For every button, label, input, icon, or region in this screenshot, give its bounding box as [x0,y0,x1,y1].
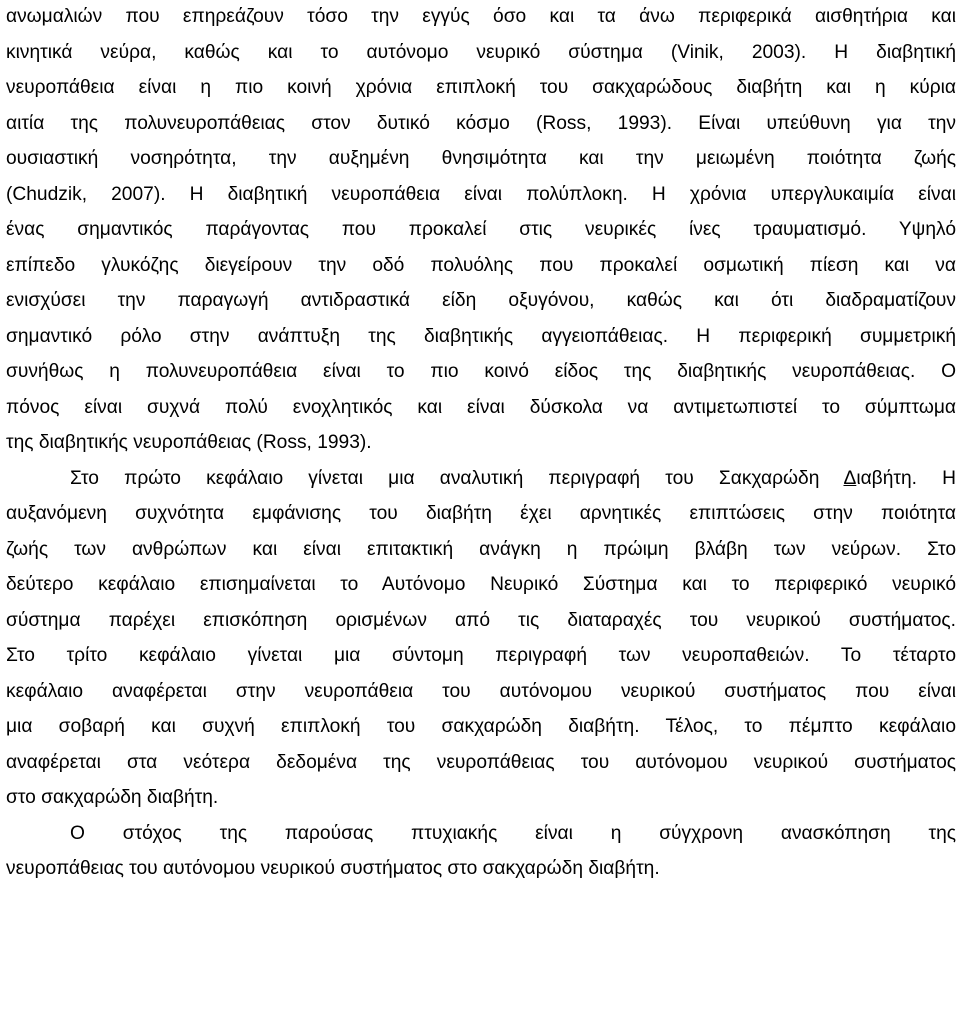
text-line: νευροπάθειας του αυτόνομου νευρικού συστήματος στο σακχαρώδη διαβήτη. [6,858,660,879]
text-line: αυξανόμενη συχνότητα εμφάνισης του διαβήτη έχει αρνητικές επιπτώσεις στην ποιότητα [6,503,956,524]
paragraph-2 [6,461,956,816]
text-segment: Στο πρώτο κεφάλαιο γίνεται μια αναλυτική περιγραφή του Σακχαρώδη [70,467,844,489]
text-line: ζωής των ανθρώπων και είναι επιτακτική ανάγκη η πρώιμη βλάβη των νεύρων. Στο [6,538,956,560]
text-line: δεύτερο κεφάλαιο επισημαίνεται το Αυτόνομο Νευρικό Σύστημα και το περιφερικό νευρικό [6,574,956,595]
text-line: σημαντικό ρόλο στην ανάπτυξη της διαβητικής αγγειοπάθειας. Η περιφερική συμμετρική [6,325,956,347]
text-line: συνήθως η πολυνευροπάθεια είναι το πιο κοινό είδος της διαβητικής νευροπάθειας. Ο [6,361,956,382]
text-line-first [6,461,956,497]
text-line: ανωμαλιών που επηρεάζουν τόσο την εγγύς όσο και τα άνω περιφερικά αισθητήρια και [6,6,956,27]
text-line: ένας σημαντικός παράγοντας που προκαλεί στις νευρικές ίνες τραυματισμό. Υψηλό [6,219,956,240]
document-page [6,0,956,887]
text-line: αναφέρεται στα νεότερα δεδομένα της νευροπάθειας του αυτόνομου νευρικού συστήματος [6,751,956,773]
text-line: νευροπάθεια είναι η πιο κοινή χρόνια επιπλοκή του σακχαρώδους διαβήτη και η κύρια [6,77,956,98]
text-segment: ιαβήτη. Η [856,467,956,489]
text-line: (Chudzik, 2007). Η διαβητική νευροπάθεια είναι πολύπλοκη. Η χρόνια υπεργλυκαιμία είναι [6,183,956,205]
paragraph-1 [6,0,956,461]
text-line: πόνος είναι συχνά πολύ ενοχλητικός και είναι δύσκολα να αντιμετωπιστεί το σύμπτωμα [6,396,956,418]
text-line: κινητικά νεύρα, καθώς και το αυτόνομο νευρικό σύστημα (Vinik, 2003). Η διαβητική [6,41,956,63]
paragraph-3 [6,816,956,887]
text-line: ουσιαστική νοσηρότητα, την αυξημένη θνησιμότητα και την μειωμένη ποιότητα ζωής [6,148,956,169]
text-line: επίπεδο γλυκόζης διεγείρουν την οδό πολυόλης που προκαλεί οσμωτική πίεση και να [6,254,956,276]
text-line: σύστημα παρέχει επισκόπηση ορισμένων από τις διαταραχές του νευρικού συστήματος. [6,609,956,631]
text-line: ενισχύσει την παραγωγή αντιδραστικά είδη οξυγόνου, καθώς και ότι διαδραματίζουν [6,290,956,311]
text-line: Στο τρίτο κεφάλαιο γίνεται μια σύντομη περιγραφή των νευροπαθειών. Το τέταρτο [6,645,956,666]
text-line: Ο στόχος της παρούσας πτυχιακής είναι η σύγχρονη ανασκόπηση της [70,822,956,844]
text-line: της διαβητικής νευροπάθειας (Ross, 1993). [6,432,372,453]
text-line: στο σακχαρώδη διαβήτη. [6,787,219,808]
text-line: αιτία της πολυνευροπάθειας στον δυτικό κόσμο (Ross, 1993). Είναι υπεύθυνη για την [6,112,956,134]
text-line: μια σοβαρή και συχνή επιπλοκή του σακχαρώδη διαβήτη. Τέλος, το πέμπτο κεφάλαιο [6,716,956,737]
text-line: κεφάλαιο αναφέρεται στην νευροπάθεια του αυτόνομου νευρικού συστήματος που είναι [6,680,956,702]
underlined-letter: Δ [843,467,857,489]
